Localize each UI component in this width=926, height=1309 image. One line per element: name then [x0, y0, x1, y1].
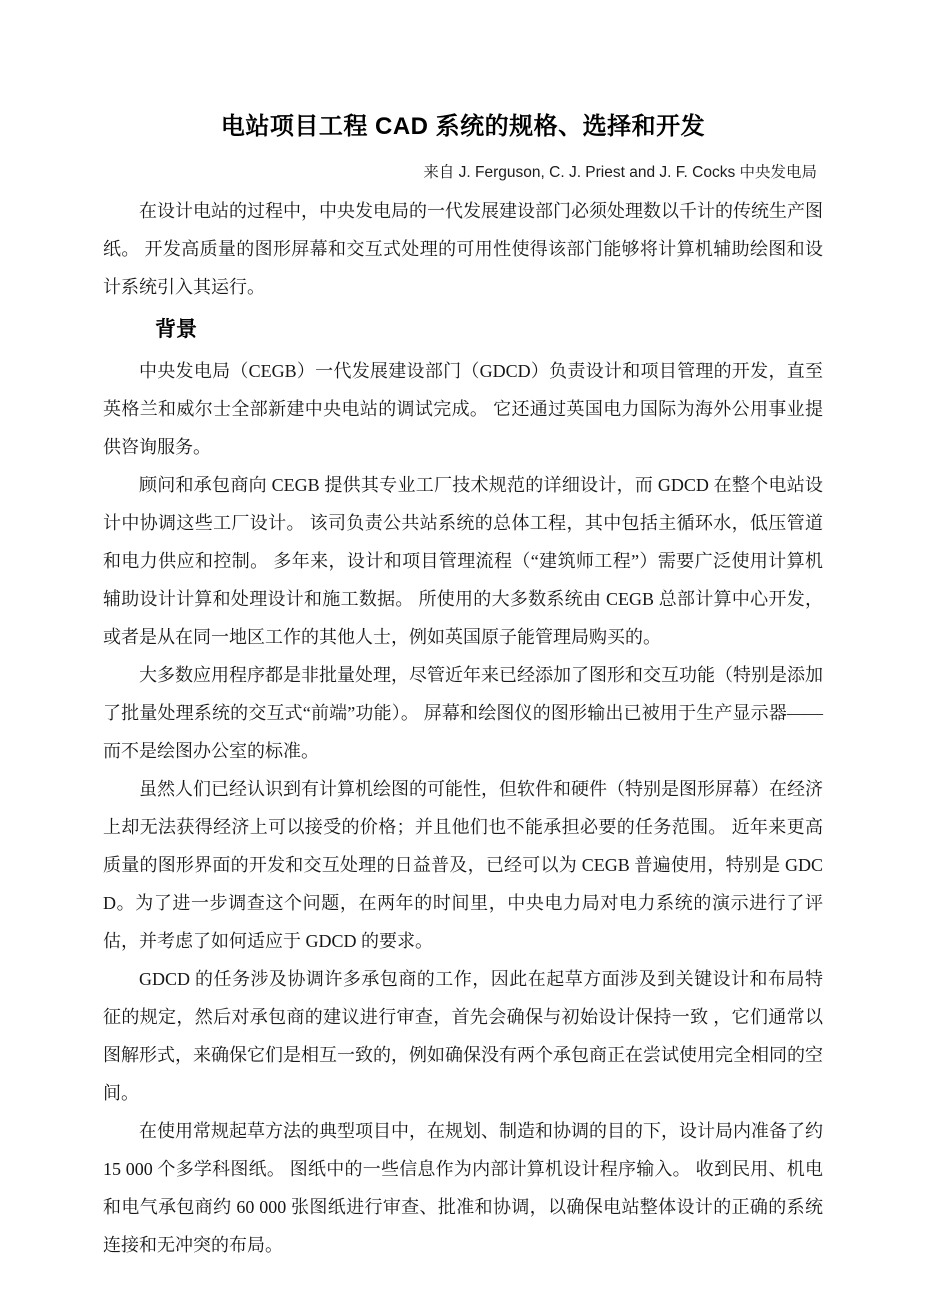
byline: 来自 J. Ferguson, C. J. Priest and J. F. Cocks 中央发电局	[423, 164, 817, 181]
body-paragraph-4: 虽然人们已经认识到有计算机绘图的可能性，但软件和硬件（特别是图形屏幕）在经济上却无法获得经济上可以接受的价格；并且他们也不能承担必要的任务范围。 近年来更高质量的图形界面的开发和交互处理的日益普及，已经可以为 CEGB 普遍使用，特别是 GDCD。为了进一步调查这个问题，在两年的时间里，中央电力局对电力系统的演示进行了评估，并考虑了如何适应于 GDCD 的要求。	[103, 779, 823, 951]
body-paragraph-1: 中央发电局（CEGB）一代发展建设部门（GDCD）负责设计和项目管理的开发，直至英格兰和威尔士全部新建中央电站的调试完成。 它还通过英国电力国际为海外公用事业提供咨询服务。	[103, 361, 823, 457]
body-paragraph-3: 大多数应用程序都是非批量处理，尽管近年来已经添加了图形和交互功能（特别是添加了批量处理系统的交互式“前端”功能）。 屏幕和绘图仪的图形输出已被用于生产显示器——而不是绘图办公室的标准。	[103, 665, 823, 761]
document-title: 电站项目工程 CAD 系统的规格、选择和开发	[220, 113, 706, 140]
body-paragraph-5: GDCD 的任务涉及协调许多承包商的工作，因此在起草方面涉及到关键设计和布局特征的规定，然后对承包商的建议进行审查，首先会确保与初始设计保持一致 ，它们通常以图解形式，来确保它们是相互一致的，例如确保没有两个承包商正在尝试使用完全相同的空间。	[103, 969, 823, 1103]
intro-paragraph: 在设计电站的过程中，中央发电局的一代发展建设部门必须处理数以千计的传统生产图纸。 开发高质量的图形屏幕和交互式处理的可用性使得该部门能够将计算机辅助绘图和设计系统引入其运行。	[103, 201, 823, 297]
body-paragraph-6: 在使用常规起草方法的典型项目中，在规划、制造和协调的目的下，设计局内准备了约 15 000 个多学科图纸。 图纸中的一些信息作为内部计算机设计程序输入。 收到民用、机电和电气承包商约 60 000 张图纸进行审查、批准和协调，以确保电站整体设计的正确的系统连接和无冲突的布局。	[103, 1121, 823, 1255]
section-heading-background: 背景	[155, 318, 197, 341]
body-paragraph-2: 顾问和承包商向 CEGB 提供其专业工厂技术规范的详细设计，而 GDCD 在整个电站设计中协调这些工厂设计。 该司负责公共站系统的总体工程，其中包括主循环水，低压管道和电力供应和控制。 多年来，设计和项目管理流程（“建筑师工程”）需要广泛使用计算机辅助设计计算和处理设计和施工数据。 所使用的大多数系统由 CEGB 总部计算中心开发，或者是从在同一地区工作的其他人士，例如英国原子能管理局购买的。	[103, 475, 823, 647]
